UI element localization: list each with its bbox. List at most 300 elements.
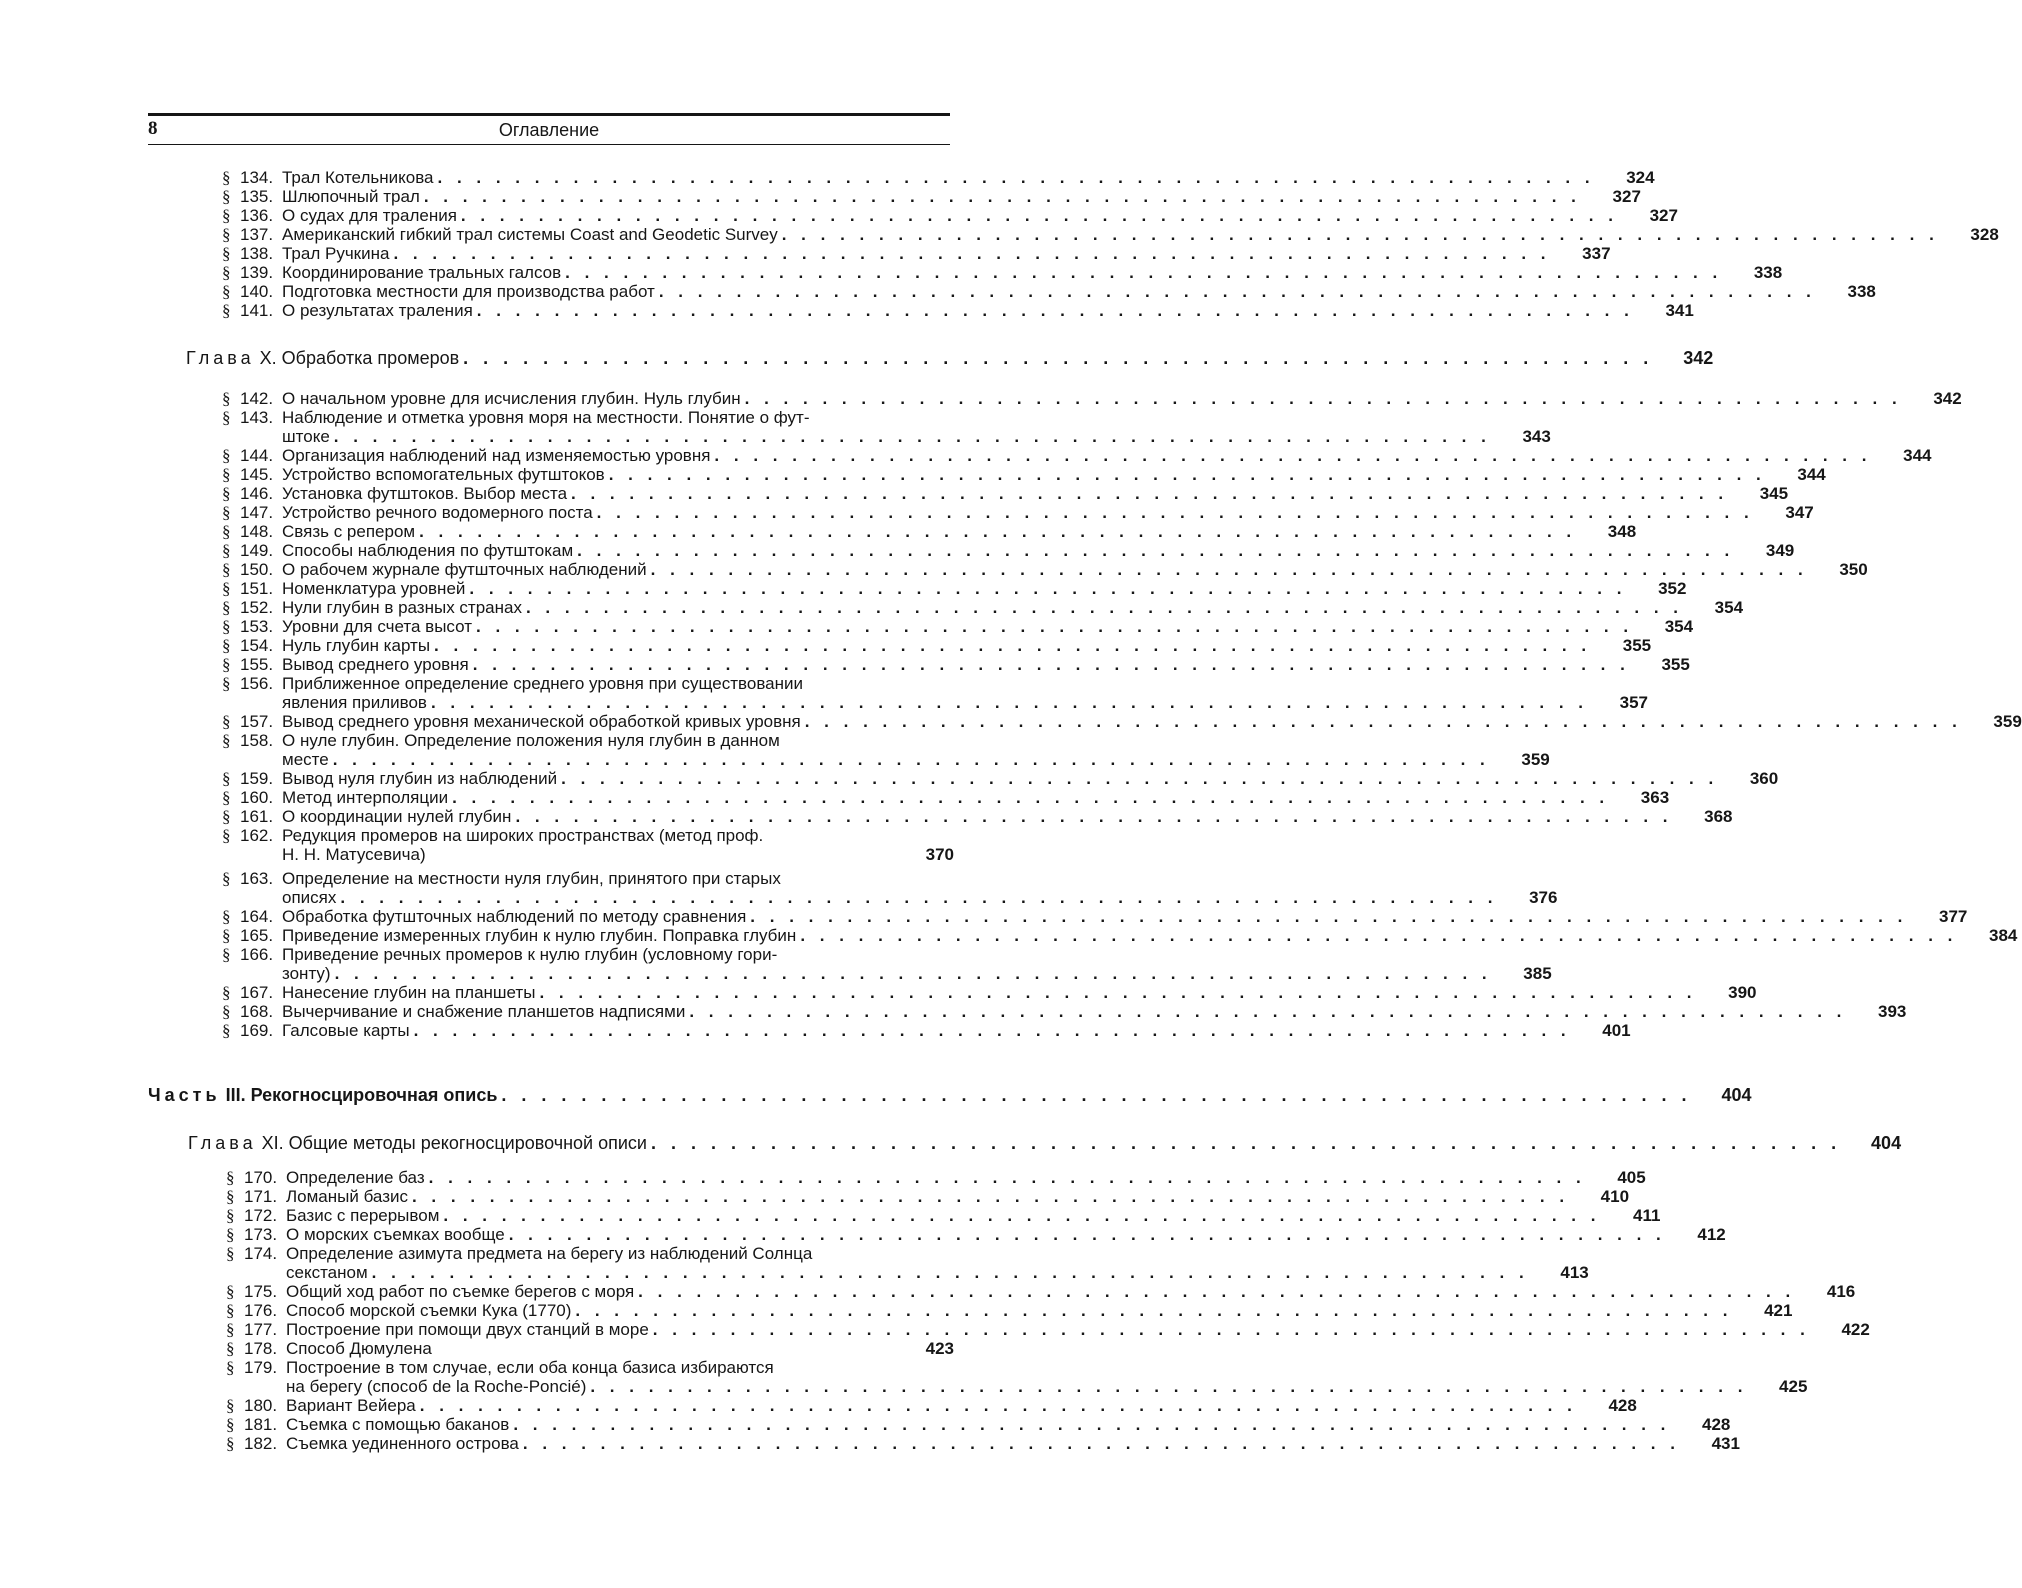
entry-title-continued: секстаном bbox=[286, 1263, 368, 1282]
entry-title: Номенклатура уровней bbox=[282, 579, 466, 598]
entry-page: 431 bbox=[1711, 1434, 1740, 1453]
toc-entry-182[interactable] bbox=[226, 1434, 1740, 1454]
entry-page: 338 bbox=[1753, 263, 1783, 282]
entry-page: 357 bbox=[1619, 693, 1648, 712]
toc-entry-173[interactable] bbox=[226, 1225, 1726, 1245]
section-number: 160. bbox=[240, 788, 274, 807]
toc-entry-164[interactable] bbox=[222, 907, 1968, 927]
entry-title-continued: на берегу (способ de la Roche-Poncié) bbox=[286, 1377, 587, 1396]
entry-title: Уровни для счета высот bbox=[282, 617, 472, 636]
entry-title: О координации нулей глубин bbox=[282, 807, 512, 826]
leader-dots: . . . . . . . . . . . . . . . . . . . . . . . . . . . . . . . . . . . . . . . . . . . . . . . . . . . . . . . . . . . . bbox=[333, 427, 1491, 446]
section-sign: § bbox=[222, 945, 231, 964]
toc-entry-178[interactable] bbox=[226, 1339, 954, 1359]
entry-page: 428 bbox=[1702, 1415, 1731, 1434]
entry-page: 342 bbox=[1683, 348, 1714, 368]
toc-entry-165[interactable] bbox=[222, 926, 2018, 946]
leader-dots: . . . . . . . . . . . . . . . . . . . . . . . . . . . . . . . . . . . . . . . . . . . . . . . . . . . . . . . . . . . . bbox=[501, 1085, 1692, 1105]
leader-dots: . . . . . . . . . . . . . . . . . . . . . . . . . . . . . . . . . . . . . . . . . . . . . . . . . . . . . . . . . . . . bbox=[781, 225, 1939, 244]
entry-title: Вариант Вейера bbox=[286, 1396, 416, 1415]
section-sign: § bbox=[222, 617, 231, 636]
entry-title: Нанесение глубин на планшеты bbox=[282, 983, 536, 1002]
entry-title: Вывод нуля глубин из наблюдений bbox=[282, 769, 558, 788]
entry-page: 412 bbox=[1697, 1225, 1726, 1244]
toc-entry-177[interactable] bbox=[226, 1320, 1870, 1340]
toc-entry-148[interactable] bbox=[222, 522, 1637, 542]
entry-title: Съемка с помощью баканов bbox=[286, 1415, 510, 1434]
entry-title-continued: Н. Н. Матусевича) bbox=[282, 845, 426, 864]
section-number: 151. bbox=[240, 579, 274, 598]
toc-entry-144[interactable] bbox=[222, 446, 1932, 466]
part-label: Часть bbox=[148, 1085, 221, 1105]
section-number: 146. bbox=[240, 484, 274, 503]
entry-page: 344 bbox=[1903, 446, 1932, 465]
section-sign: § bbox=[222, 408, 231, 427]
toc-entry-149[interactable] bbox=[222, 541, 1795, 561]
section-number: 152. bbox=[240, 598, 274, 617]
toc-entry-153[interactable] bbox=[222, 617, 1694, 637]
toc-entry-163-title bbox=[222, 869, 781, 889]
entry-page: 376 bbox=[1529, 888, 1558, 907]
entry-title: Приведение речных промеров к нулю глубин (условному гори- bbox=[282, 945, 778, 964]
entry-page: 352 bbox=[1658, 579, 1687, 598]
section-number: 157. bbox=[240, 712, 274, 731]
section-sign: § bbox=[222, 712, 231, 731]
entry-page: 354 bbox=[1714, 598, 1744, 617]
entry-title: Устройство речного водомерного поста bbox=[282, 503, 593, 522]
page-number: 8 bbox=[148, 118, 158, 139]
entry-title: Нуль глубин карты bbox=[282, 636, 431, 655]
section-sign: § bbox=[226, 1339, 235, 1358]
toc-entry-134[interactable] bbox=[222, 168, 1655, 188]
section-sign: § bbox=[222, 731, 231, 750]
entry-page: 363 bbox=[1640, 788, 1670, 807]
section-sign: § bbox=[222, 869, 231, 888]
toc-entry-171[interactable] bbox=[226, 1187, 1630, 1207]
toc-entry-168[interactable] bbox=[222, 1002, 1907, 1022]
entry-page: 411 bbox=[1633, 1206, 1661, 1225]
leader-dots: . . . . . . . . . . . . . . . . . . . . . . . . . . . . . . . . . . . . . . . . . . . . . . . . . . . . . . . . . . . . bbox=[419, 522, 1577, 541]
section-sign: § bbox=[226, 1320, 235, 1339]
entry-page: 328 bbox=[1970, 225, 1999, 244]
leader-dots: . . . . . . . . . . . . . . . . . . . . . . . . . . . . . . . . . . . . . . . . . . . . . . . . . . . . . . . . . . . . bbox=[561, 769, 1719, 788]
section-number: 180. bbox=[244, 1396, 278, 1415]
section-sign: § bbox=[222, 503, 231, 522]
toc-entry-135[interactable] bbox=[222, 187, 1641, 207]
section-number: 139. bbox=[240, 263, 274, 282]
entry-page: 344 bbox=[1797, 465, 1826, 484]
entry-title: О результатах траления bbox=[282, 301, 473, 320]
entry-title: Галсовые карты bbox=[282, 1021, 410, 1040]
toc-entry-154[interactable] bbox=[222, 636, 1652, 656]
entry-title: Устройство вспомогательных футштоков bbox=[282, 465, 605, 484]
entry-title: Приведение измеренных глубин к нулю глубин. Поправка глубин bbox=[282, 926, 797, 945]
leader-dots: . . . . . . . . . . . . . . . . . . . . . . . . . . . . . . . . . . . . . . . . . . . . . . . . . . . . . . . . . . . . bbox=[476, 617, 1634, 636]
section-number: 140. bbox=[240, 282, 274, 301]
section-number: 172. bbox=[244, 1206, 278, 1225]
entry-page: 348 bbox=[1607, 522, 1637, 541]
leader-dots: . . . . . . . . . . . . . . . . . . . . . . . . . . . . . . . . . . . . . . . . . . . . . . . . . . . . . . . . . . . . bbox=[472, 655, 1630, 674]
section-number: 134. bbox=[240, 168, 274, 187]
section-sign: § bbox=[226, 1244, 235, 1263]
entry-page: 368 bbox=[1704, 807, 1733, 826]
toc-entry-146[interactable] bbox=[222, 484, 1789, 504]
section-number: 145. bbox=[240, 465, 274, 484]
leader-dots: . . . . . . . . . . . . . . . . . . . . . . . . . . . . . . . . . . . . . . . . . . . . . . . . . . . . . . . . . . . . bbox=[539, 983, 1697, 1002]
leader-dots: . . . . . . . . . . . . . . . . . . . . . . . . . . . . . . . . . . . . . . . . . . . . . . . . . . . . . . . . . . . . bbox=[575, 1301, 1733, 1320]
entry-title: Трал Котельникова bbox=[282, 168, 434, 187]
leader-dots: . . . . . . . . . . . . . . . . . . . . . . . . . . . . . . . . . . . . . . . . . . . . . . . . . . . . . . . . . . . . bbox=[460, 206, 1618, 225]
section-sign: § bbox=[222, 522, 231, 541]
entry-page: 384 bbox=[1989, 926, 2018, 945]
toc-entry-143[interactable] bbox=[282, 427, 1551, 447]
leader-dots: . . . . . . . . . . . . . . . . . . . . . . . . . . . . . . . . . . . . . . . . . . . . . . . . . . . . . . . . . . . . bbox=[443, 1206, 1601, 1225]
entry-title-continued: описях bbox=[282, 888, 337, 907]
entry-page: 416 bbox=[1826, 1282, 1856, 1301]
section-sign: § bbox=[222, 655, 231, 674]
entry-page: 349 bbox=[1765, 541, 1795, 560]
entry-page: 422 bbox=[1841, 1320, 1870, 1339]
entry-title: Координирование тральных галсов bbox=[282, 263, 562, 282]
entry-page: 377 bbox=[1938, 907, 1968, 926]
entry-title: Способ Дюмулена bbox=[286, 1339, 432, 1358]
entry-title: Определение баз bbox=[286, 1168, 425, 1187]
toc-entry-170[interactable] bbox=[226, 1168, 1646, 1188]
entry-title: Организация наблюдений над изменяемостью уровня bbox=[282, 446, 711, 465]
leader-dots: . . . . . . . . . . . . . . . . . . . . . . . . . . . . . . . . . . . . . . . . . . . . . . . . . . . . . . . . . . . . bbox=[522, 1434, 1680, 1453]
section-number: 169. bbox=[240, 1021, 274, 1040]
toc-entry-166[interactable] bbox=[282, 964, 1552, 984]
section-sign: § bbox=[222, 206, 231, 225]
leader-dots: . . . . . . . . . . . . . . . . . . . . . . . . . . . . . . . . . . . . . . . . . . . . . . . . . . . . . . . . . . . . bbox=[652, 1320, 1810, 1339]
section-number: 178. bbox=[244, 1339, 278, 1358]
toc-entry-174-title bbox=[226, 1244, 813, 1264]
section-number: 182. bbox=[244, 1434, 278, 1453]
chapter-label: Глава bbox=[186, 348, 255, 368]
leader-dots: . . . . . . . . . . . . . . . . . . . . . . . . . . . . . . . . . . . . . . . . . . . . . . . . . . . . . . . . . . . . bbox=[596, 503, 1754, 522]
toc-entry-137[interactable] bbox=[222, 225, 1999, 245]
leader-dots: . . . . . . . . . . . . . . . . . . . . . . . . . . . . . . . . . . . . . . . . . . . . . . . . . . . . . . . . . . . . bbox=[452, 788, 1610, 807]
section-number: 147. bbox=[240, 503, 274, 522]
toc-entry-155[interactable] bbox=[222, 655, 1690, 675]
entry-page: 390 bbox=[1728, 983, 1757, 1002]
leader-dots: . . . . . . . . . . . . . . . . . . . . . . . . . . . . . . . . . . . . . . . . . . . . . . . . . . . . . . . . . . . . bbox=[750, 907, 1908, 926]
entry-page: 359 bbox=[1993, 712, 2022, 731]
section-number: 158. bbox=[240, 731, 274, 750]
entry-page: 324 bbox=[1626, 168, 1655, 187]
toc-entry-179[interactable] bbox=[286, 1377, 1808, 1397]
entry-title: Определение на местности нуля глубин, принятого при старых bbox=[282, 869, 781, 888]
section-sign: § bbox=[222, 826, 231, 845]
leader-dots: . . . . . . . . . . . . . . . . . . . . . . . . . . . . . . . . . . . . . . . . . . . . . . . . . . . . . . . . . . . . bbox=[434, 636, 1592, 655]
leader-dots: . . . . . . . . . . . . . . . . . . . . . . . . . . . . . . . . . . . . . . . . . . . . . . . . . . . . . . . . . . . . bbox=[411, 1187, 1570, 1206]
section-sign: § bbox=[222, 187, 231, 206]
toc-entry-136[interactable] bbox=[222, 206, 1678, 226]
toc-entry-160[interactable] bbox=[222, 788, 1670, 808]
section-sign: § bbox=[222, 465, 231, 484]
section-number: 170. bbox=[244, 1168, 278, 1187]
entry-page: 423 bbox=[925, 1339, 954, 1358]
section-number: 167. bbox=[240, 983, 274, 1002]
toc-chapter-11[interactable] bbox=[188, 1133, 1902, 1153]
entry-page: 342 bbox=[1933, 389, 1962, 408]
toc-entry-167[interactable] bbox=[222, 983, 1757, 1003]
header-rule-top bbox=[148, 113, 950, 116]
section-sign: § bbox=[222, 301, 231, 320]
toc-entry-181[interactable] bbox=[226, 1415, 1731, 1435]
running-header bbox=[148, 113, 950, 147]
toc-chapter-10[interactable] bbox=[186, 348, 1714, 368]
entry-title: О начальном уровне для исчисления глубин. Нуль глубин bbox=[282, 389, 741, 408]
section-sign: § bbox=[226, 1206, 235, 1225]
header-rule-bottom bbox=[148, 144, 950, 145]
entry-page: 350 bbox=[1839, 560, 1868, 579]
entry-title: Связь с репером bbox=[282, 522, 416, 541]
entry-title-continued: месте bbox=[282, 750, 329, 769]
entry-title: Базис с перерывом bbox=[286, 1206, 440, 1225]
section-number: 174. bbox=[244, 1244, 278, 1263]
leader-dots: . . . . . . . . . . . . . . . . . . . . . . . . . . . . . . . . . . . . . . . . . . . . . . . . . . . . . . . . . . . . bbox=[590, 1377, 1748, 1396]
entry-title: Нули глубин в разных странах bbox=[282, 598, 522, 617]
toc-entry-156[interactable] bbox=[282, 693, 1648, 713]
toc-entry-175[interactable] bbox=[226, 1282, 1856, 1302]
leader-dots: . . . . . . . . . . . . . . . . . . . . . . . . . . . . . . . . . . . . . . . . . . . . . . . . . . . . . . . . . . . . bbox=[577, 541, 1735, 560]
entry-page: 425 bbox=[1779, 1377, 1808, 1396]
section-sign: § bbox=[222, 389, 231, 408]
entry-page: 428 bbox=[1608, 1396, 1637, 1415]
toc-entry-139[interactable] bbox=[222, 263, 1783, 283]
entry-title: Общий ход работ по съемке берегов с моря bbox=[286, 1282, 635, 1301]
section-sign: § bbox=[222, 225, 231, 244]
leader-dots: . . . . . . . . . . . . . . . . . . . . . . . . . . . . . . . . . . . . . . . . . . . . . . . . . . . . . . . . . . . . bbox=[525, 598, 1684, 617]
section-sign: § bbox=[226, 1434, 235, 1453]
section-number: 153. bbox=[240, 617, 274, 636]
section-sign: § bbox=[222, 168, 231, 187]
leader-dots: . . . . . . . . . . . . . . . . . . . . . . . . . . . . . . . . . . . . . . . . . . . . . . . . . . . . . . . . . . . . bbox=[437, 168, 1595, 187]
entry-title: Съемка уединенного острова bbox=[286, 1434, 519, 1453]
toc-entry-174[interactable] bbox=[286, 1263, 1589, 1283]
section-sign: § bbox=[226, 1225, 235, 1244]
entry-title: Наблюдение и отметка уровня моря на местности. Понятие о фут- bbox=[282, 408, 810, 427]
entry-page: 343 bbox=[1522, 427, 1551, 446]
toc-entry-138[interactable] bbox=[222, 244, 1611, 264]
toc-entry-147[interactable] bbox=[222, 503, 1814, 523]
entry-page: 404 bbox=[1871, 1133, 1902, 1153]
section-sign: § bbox=[222, 598, 231, 617]
entry-title: Обработка футшточных наблюдений по методу сравнения bbox=[282, 907, 747, 926]
section-number: 136. bbox=[240, 206, 274, 225]
section-number: 171. bbox=[244, 1187, 278, 1206]
entry-page: 355 bbox=[1622, 636, 1652, 655]
section-number: 142. bbox=[240, 389, 274, 408]
section-number: 149. bbox=[240, 541, 274, 560]
section-number: 144. bbox=[240, 446, 274, 465]
section-sign: § bbox=[222, 1021, 231, 1040]
toc-part-3[interactable] bbox=[148, 1085, 1752, 1105]
toc-entry-151[interactable] bbox=[222, 579, 1687, 599]
section-sign: § bbox=[222, 541, 231, 560]
section-number: 161. bbox=[240, 807, 274, 826]
toc-entry-158-title bbox=[222, 731, 780, 751]
section-sign: § bbox=[222, 983, 231, 1002]
entry-title: Трал Ручкина bbox=[282, 244, 390, 263]
entry-title: О морских съемках вообще bbox=[286, 1225, 505, 1244]
entry-page: 370 bbox=[925, 845, 954, 864]
section-number: 143. bbox=[240, 408, 274, 427]
leader-dots: . . . . . . . . . . . . . . . . . . . . . . . . . . . . . . . . . . . . . . . . . . . . . . . . . . . . . . . . . . . . bbox=[423, 187, 1581, 206]
entry-page: 327 bbox=[1649, 206, 1678, 225]
section-sign: § bbox=[222, 560, 231, 579]
toc-entry-150[interactable] bbox=[222, 560, 1868, 580]
leader-dots: . . . . . . . . . . . . . . . . . . . . . . . . . . . . . . . . . . . . . . . . . . . . . . . . . . . . . . . . . . . . bbox=[565, 263, 1723, 282]
entry-title: Вывод среднего уровня bbox=[282, 655, 469, 674]
section-sign: § bbox=[226, 1358, 235, 1377]
section-number: 173. bbox=[244, 1225, 278, 1244]
section-number: 150. bbox=[240, 560, 274, 579]
section-sign: § bbox=[222, 926, 231, 945]
leader-dots: . . . . . . . . . . . . . . . . . . . . . . . . . . . . . . . . . . . . . . . . . . . . . . . . . . . . . . . . . . . . bbox=[714, 446, 1872, 465]
leader-dots: . . . . . . . . . . . . . . . . . . . . . . . . . . . . . . . . . . . . . . . . . . . . . . . . . . . . . . . . . . . . bbox=[340, 888, 1498, 907]
leader-dots: . . . . . . . . . . . . . . . . . . . . . . . . . . . . . . . . . . . . . . . . . . . . . . . . . . . . . . . . . . . . bbox=[650, 1133, 1842, 1153]
leader-dots: . . . . . . . . . . . . . . . . . . . . . . . . . . . . . . . . . . . . . . . . . . . . . . . . . . . . . . . . . . . . bbox=[334, 964, 1492, 983]
section-number: 181. bbox=[244, 1415, 278, 1434]
section-number: 163. bbox=[240, 869, 274, 888]
leader-dots: . . . . . . . . . . . . . . . . . . . . . . . . . . . . . . . . . . . . . . . . . . . . . . . . . . . . . . . . . . . . bbox=[608, 465, 1766, 484]
leader-dots: . . . . . . . . . . . . . . . . . . . . . . . . . . . . . . . . . . . . . . . . . . . . . . . . . . . . . . . . . . . . bbox=[393, 244, 1551, 263]
section-number: 135. bbox=[240, 187, 274, 206]
section-sign: § bbox=[222, 674, 231, 693]
entry-page: 338 bbox=[1847, 282, 1876, 301]
entry-page: 401 bbox=[1602, 1021, 1631, 1040]
leader-dots: . . . . . . . . . . . . . . . . . . . . . . . . . . . . . . . . . . . . . . . . . . . . . . . . . . . . . . . . . . . . bbox=[371, 1263, 1529, 1282]
leader-dots: . . . . . . . . . . . . . . . . . . . . . . . . . . . . . . . . . . . . . . . . . . . . . . . . . . . . . . . . . . . . bbox=[800, 926, 1958, 945]
leader-dots: . . . . . . . . . . . . . . . . . . . . . . . . . . . . . . . . . . . . . . . . . . . . . . . . . . . . . . . . . . . . bbox=[413, 1021, 1571, 1040]
section-sign: § bbox=[226, 1168, 235, 1187]
entry-title: Американский гибкий трал системы Coast and Geodetic Survey bbox=[282, 225, 778, 244]
section-sign: § bbox=[222, 579, 231, 598]
entry-title: Способ морской съемки Кука (1770) bbox=[286, 1301, 572, 1320]
section-sign: § bbox=[226, 1282, 235, 1301]
entry-page: 327 bbox=[1612, 187, 1641, 206]
toc-entry-157[interactable] bbox=[222, 712, 2022, 732]
entry-page: 421 bbox=[1764, 1301, 1793, 1320]
toc-entry-143-title bbox=[222, 408, 810, 428]
leader-dots: . . . . . . . . . . . . . . . . . . . . . . . . . . . . . . . . . . . . . . . . . . . . . . . . . . . . . . . . . . . . bbox=[476, 301, 1634, 320]
entry-title: Редукция промеров на широких пространствах (метод проф. bbox=[282, 826, 764, 845]
section-number: 141. bbox=[240, 301, 274, 320]
section-number: 165. bbox=[240, 926, 274, 945]
section-sign: § bbox=[226, 1415, 235, 1434]
toc-entry-166-title bbox=[222, 945, 778, 965]
entry-page: 360 bbox=[1749, 769, 1779, 788]
leader-dots: . . . . . . . . . . . . . . . . . . . . . . . . . . . . . . . . . . . . . . . . . . . . . . . . . . . . . . . . . . . . bbox=[463, 348, 1654, 368]
toc-entry-140[interactable] bbox=[222, 282, 1876, 302]
leader-dots: . . . . . . . . . . . . . . . . . . . . . . . . . . . . . . . . . . . . . . . . . . . . . . . . . . . . . . . . . . . . bbox=[515, 807, 1673, 826]
section-sign: § bbox=[222, 446, 231, 465]
toc-entry-161[interactable] bbox=[222, 807, 1733, 827]
entry-page: 345 bbox=[1759, 484, 1789, 503]
toc-entry-142[interactable] bbox=[222, 389, 1962, 409]
entry-title: Подготовка местности для производства работ bbox=[282, 282, 655, 301]
toc-entry-163[interactable] bbox=[282, 888, 1558, 908]
toc-entry-169[interactable] bbox=[222, 1021, 1631, 1041]
leader-dots: . . . . . . . . . . . . . . . . . . . . . . . . . . . . . . . . . . . . . . . . . . . . . . . . . . . . . . . . . . . . bbox=[744, 389, 1902, 408]
entry-page: 404 bbox=[1721, 1085, 1752, 1105]
toc-entry-162[interactable] bbox=[282, 845, 954, 865]
entry-page: 385 bbox=[1523, 964, 1552, 983]
chapter-label: Глава bbox=[188, 1133, 257, 1153]
section-sign: § bbox=[222, 769, 231, 788]
entry-page: 393 bbox=[1878, 1002, 1907, 1021]
section-number: 166. bbox=[240, 945, 274, 964]
entry-title: Способы наблюдения по футштокам bbox=[282, 541, 574, 560]
section-number: 155. bbox=[240, 655, 274, 674]
section-number: 154. bbox=[240, 636, 274, 655]
entry-page: 359 bbox=[1521, 750, 1550, 769]
toc-entry-141[interactable] bbox=[222, 301, 1694, 321]
section-sign: § bbox=[226, 1187, 235, 1206]
entry-title: Приближенное определение среднего уровня при существовании bbox=[282, 674, 803, 693]
entry-page: 347 bbox=[1785, 503, 1814, 522]
toc-entry-152[interactable] bbox=[222, 598, 1744, 618]
section-sign: § bbox=[222, 484, 231, 503]
toc-entry-158[interactable] bbox=[282, 750, 1550, 770]
section-number: 159. bbox=[240, 769, 274, 788]
toc-entry-179-title bbox=[226, 1358, 774, 1378]
entry-title: Установка футштоков. Выбор места bbox=[282, 484, 568, 503]
section-number: 137. bbox=[240, 225, 274, 244]
toc-entry-145[interactable] bbox=[222, 465, 1826, 485]
entry-page: 410 bbox=[1600, 1187, 1630, 1206]
leader-dots: . . . . . . . . . . . . . . . . . . . . . . . . . . . . . . . . . . . . . . . . . . . . . . . . . . . . . . . . . . . . bbox=[419, 1396, 1577, 1415]
leader-dots: . . . . . . . . . . . . . . . . . . . . . . . . . . . . . . . . . . . . . . . . . . . . . . . . . . . . . . . . . . . . bbox=[430, 693, 1588, 712]
section-number: 148. bbox=[240, 522, 274, 541]
leader-dots: . . . . . . . . . . . . . . . . . . . . . . . . . . . . . . . . . . . . . . . . . . . . . . . . . . . . . . . . . . . . bbox=[571, 484, 1729, 503]
entry-title: Ломаный базис bbox=[286, 1187, 408, 1206]
entry-page: 405 bbox=[1617, 1168, 1646, 1187]
toc-entry-156-title bbox=[222, 674, 803, 694]
toc-entry-162-title bbox=[222, 826, 764, 846]
entry-page: 337 bbox=[1582, 244, 1611, 263]
leader-dots: . . . . . . . . . . . . . . . . . . . . . . . . . . . . . . . . . . . . . . . . . . . . . . . . . . . . . . . . . . . . bbox=[638, 1282, 1796, 1301]
section-sign: § bbox=[222, 807, 231, 826]
toc-entry-180[interactable] bbox=[226, 1396, 1637, 1416]
section-sign: § bbox=[222, 907, 231, 926]
toc-entry-159[interactable] bbox=[222, 769, 1779, 789]
part-title: III. Рекогносцировочная опись bbox=[225, 1085, 498, 1105]
entry-title-continued: явления приливов bbox=[282, 693, 427, 712]
toc-entry-176[interactable] bbox=[226, 1301, 1793, 1321]
leader-dots: . . . . . . . . . . . . . . . . . . . . . . . . . . . . . . . . . . . . . . . . . . . . . . . . . . . . . . . . . . . . bbox=[650, 560, 1808, 579]
entry-page: 341 bbox=[1665, 301, 1694, 320]
entry-title: О рабочем журнале футшточных наблюдений bbox=[282, 560, 647, 579]
leader-dots: . . . . . . . . . . . . . . . . . . . . . . . . . . . . . . . . . . . . . . . . . . . . . . . . . . . . . . . . . . . . bbox=[469, 579, 1627, 598]
chapter-title: X. Обработка промеров bbox=[259, 348, 460, 368]
toc-entry-172[interactable] bbox=[226, 1206, 1661, 1226]
section-number: 164. bbox=[240, 907, 274, 926]
leader-dots: . . . . . . . . . . . . . . . . . . . . . . . . . . . . . . . . . . . . . . . . . . . . . . . . . . . . . . . . . . . . bbox=[689, 1002, 1847, 1021]
entry-title: Вычерчивание и снабжение планшетов надписями bbox=[282, 1002, 686, 1021]
section-sign: § bbox=[222, 1002, 231, 1021]
chapter-title: XI. Общие методы рекогносцировочной описи bbox=[261, 1133, 647, 1153]
section-number: 179. bbox=[244, 1358, 278, 1377]
section-sign: § bbox=[226, 1396, 235, 1415]
leader-dots: . . . . . . . . . . . . . . . . . . . . . . . . . . . . . . . . . . . . . . . . . . . . . . . . . . . . . . . . . . . . bbox=[658, 282, 1816, 301]
section-number: 162. bbox=[240, 826, 274, 845]
section-number: 168. bbox=[240, 1002, 274, 1021]
section-sign: § bbox=[222, 636, 231, 655]
section-sign: § bbox=[222, 244, 231, 263]
